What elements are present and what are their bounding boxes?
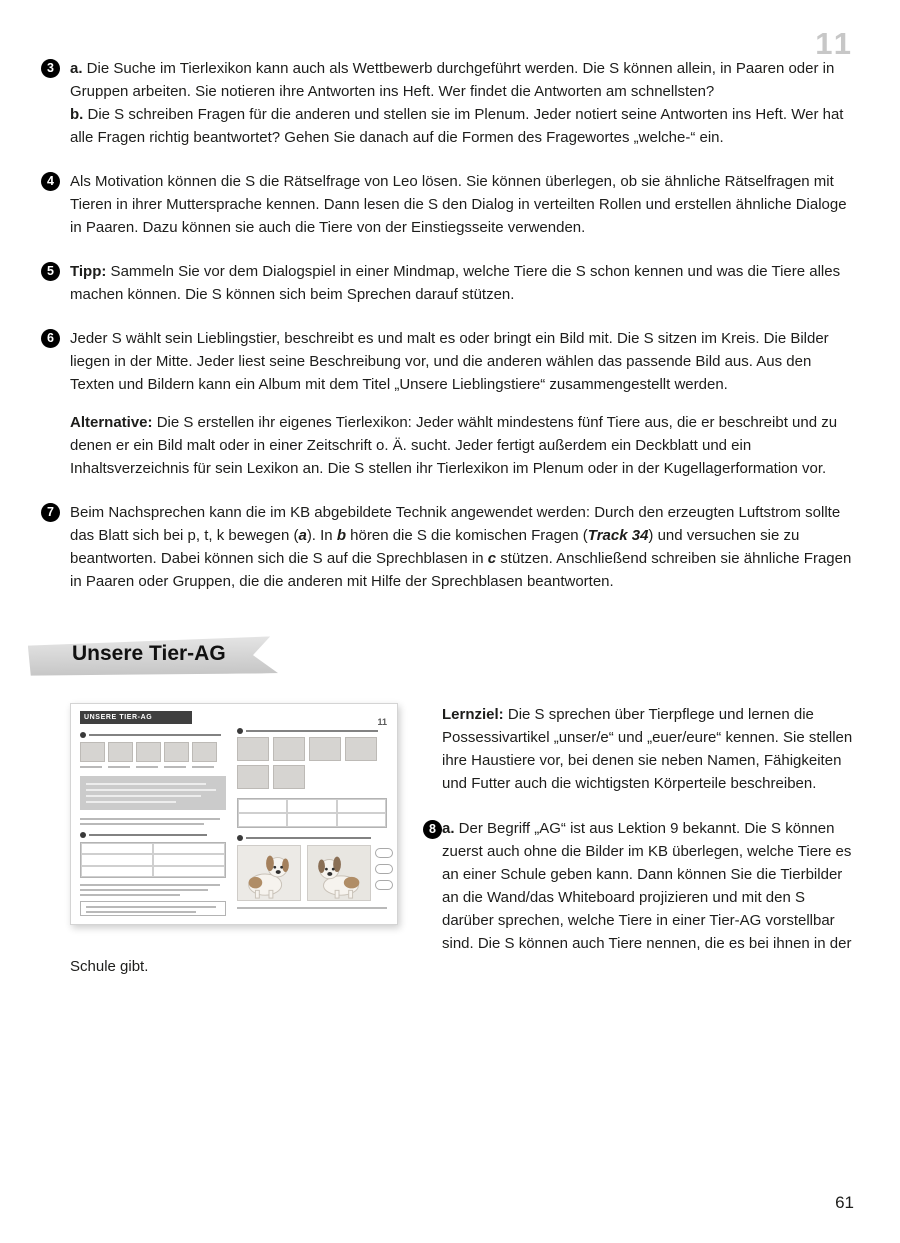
thumb-animal-photo <box>237 765 269 789</box>
tier-ag-section <box>70 703 854 978</box>
item-3-paragraph-b <box>70 103 854 149</box>
item-6-paragraph-2 <box>70 411 854 480</box>
alternative-label: Alternative: <box>70 414 153 431</box>
thumb-info-line <box>86 801 176 803</box>
item-8-number-badge: 8 <box>423 820 442 839</box>
instruction-item-7 <box>47 501 854 593</box>
item-7-number-badge: 7 <box>41 503 60 522</box>
thumb-animal-photo <box>136 742 161 762</box>
thumb-text-line <box>89 734 221 736</box>
emphasis-c: c <box>487 550 497 567</box>
thumb-caption-line <box>164 766 186 768</box>
item-3-text-b: Die S schreiben Fragen für die anderen und stellen sie im Plenum. Jeder notiert seine Antworten ins Heft. Wer hat alle Fragen richtig beantwortet? Gehen Sie danach auf die Formen des Fragewortes „welche-“ ein. <box>70 106 844 146</box>
item-4-paragraph <box>70 170 854 239</box>
emphasis-a: a <box>298 527 307 544</box>
thumb-caption-line <box>108 766 130 768</box>
instruction-item-6 <box>47 327 854 480</box>
lernziel-text: Die S sprechen über Tierpflege und lernen die Possessivartikel „unser/e“ und „euer/eure“ kennen. Sie stellen ihre Haustiere vor, bei denen sie neben Namen, Fähigkeiten und Futter auch die wichtigsten Körperteile beschreiben. <box>442 706 853 792</box>
section-banner <box>0 637 854 677</box>
thumb-info-line <box>86 789 216 791</box>
lernziel-label: Lernziel: <box>442 706 504 723</box>
thumb-text-line <box>246 730 378 732</box>
thumb-animal-photo <box>164 742 189 762</box>
item-7-paragraph <box>70 501 854 593</box>
thumb-info-box <box>80 776 226 810</box>
thumb-animal-photo <box>309 737 341 761</box>
bold-label-a: a. <box>442 820 455 837</box>
emphasis-b: b <box>336 527 346 544</box>
instruction-item-5 <box>47 260 854 306</box>
bold-label-a: a. <box>70 60 83 77</box>
item-7-text-4: ) und versuchen sie zu beantworten. Dabei können sich die S auf die Sprechblasen in <box>70 527 800 567</box>
thumb-animal-photo <box>345 737 377 761</box>
item-8-text: Der Begriff „AG“ ist aus Lektion 9 bekannt. Die S können zuerst auch ohne die Bilder im KB überlegen, welche Tiere es an einer Schule geben kann. Dann können Sie die Tierbilder an die Wand/das Whiteboard projizieren und mit den S darüber sprechen, welche Tiere in einer Tier-AG vorstellbar sind. Die S können auch Tiere nennen, die es bei ihnen in der Schule gibt. <box>70 820 852 975</box>
chapter-number: 11 <box>815 26 854 61</box>
thumb-task-dot <box>237 728 243 734</box>
item-3-text-a: Die Suche im Tierlexikon kann auch als Wettbewerb durchgeführt werden. Die S können allein, in Paaren oder in Gruppen arbeiten. Sie notieren ihre Antworten ins Heft. Wer findet die Antworten am schnellsten? <box>70 60 835 100</box>
page-number: 61 <box>835 1193 854 1212</box>
thumb-caption-line <box>136 766 158 768</box>
item-7-text-1: Beim Nachsprechen kann die im KB abgebildete Technik angewendet werden: Durch den erzeugten Luftstrom sollte das Blatt sich bei p, t, k bewegen ( <box>70 504 841 544</box>
item-5-number-badge: 5 <box>41 262 60 281</box>
emphasis-track: Track 34 <box>587 527 649 544</box>
item-7-text-3: hören die S die komischen Fragen ( <box>346 527 588 544</box>
thumb-animal-photo <box>273 765 305 789</box>
item-7-text-5: stützen. Anschließend schreiben sie ähnliche Fragen in Paaren oder Gruppen, die die anderen mit Hilfe der Sprechblasen beantworten. <box>70 550 852 590</box>
tipp-label: Tipp: <box>70 263 107 280</box>
item-5-paragraph <box>70 260 854 306</box>
thumbnail-page-number: 11 <box>377 717 387 727</box>
item-6-number-badge: 6 <box>41 329 60 348</box>
thumb-info-line <box>86 783 206 785</box>
instruction-item-8 <box>70 817 854 978</box>
thumb-animal-photo <box>108 742 133 762</box>
item-6-text-2: Die S erstellen ihr eigenes Tierlexikon: Jeder wählt mindestens fünf Tiere aus, die er beschreibt und zu denen er ein Bild malt oder in einer Zeitschrift o. Ä. sucht. Jeder fertigt außerdem ein Deckblatt und ein Inhaltsverzeichnis für sein Lexikon an. Die S stellen ihr Tierlexikon im Plenum oder in der Kugellagerformation vor. <box>70 414 838 477</box>
item-4-number-badge: 4 <box>41 172 60 191</box>
thumb-animal-photo <box>237 737 269 761</box>
item-6-text-1: Jeder S wählt sein Lieblingstier, beschreibt es und malt es oder bringt ein Bild mit. Die S sitzen im Kreis. Die Bilder liegen in der Mitte. Jeder liest seine Beschreibung vor, und die anderen wählen das passende Bild aus. Aus den Texten und Bildern kann ein Album mit dem Titel „Unsere Lieblingstiere“ zusammengestellt werden. <box>70 330 829 393</box>
item-3-number-badge: 3 <box>41 59 60 78</box>
bold-label-b: b. <box>70 106 84 123</box>
thumb-task-dot <box>80 732 86 738</box>
thumb-animal-photo <box>192 742 217 762</box>
section-title: Unsere Tier-AG <box>72 642 226 665</box>
thumbnail-header-bar: UNSERE TIER-AG <box>80 711 192 724</box>
thumb-animal-photo <box>80 742 105 762</box>
item-4-text: Als Motivation können die S die Rätselfrage von Leo lösen. Sie können überlegen, ob sie ähnliche Rätselfragen mit Tieren in ihrer Muttersprache kennen. Dann lesen die S den Dialog in verteilten Rollen und erstellen ähnliche Dialoge in Paaren. Dazu können sie auch die Tiere von der Einstiegsseite verwenden. <box>70 173 847 236</box>
thumb-caption-line <box>192 766 214 768</box>
thumb-caption-line <box>80 766 102 768</box>
instruction-item-4 <box>47 170 854 239</box>
item-6-paragraph-1 <box>70 327 854 396</box>
item-3-paragraph-a <box>70 57 854 103</box>
instruction-item-3 <box>47 57 854 149</box>
thumb-animal-photo <box>273 737 305 761</box>
item-5-text: Sammeln Sie vor dem Dialogspiel in einer Mindmap, welche Tiere die S schon kennen und was die Tiere alles machen können. Die S können sich beim Sprechen darauf stützen. <box>70 263 841 303</box>
thumb-info-line <box>86 795 201 797</box>
item-7-text-2: ). In <box>306 527 337 544</box>
